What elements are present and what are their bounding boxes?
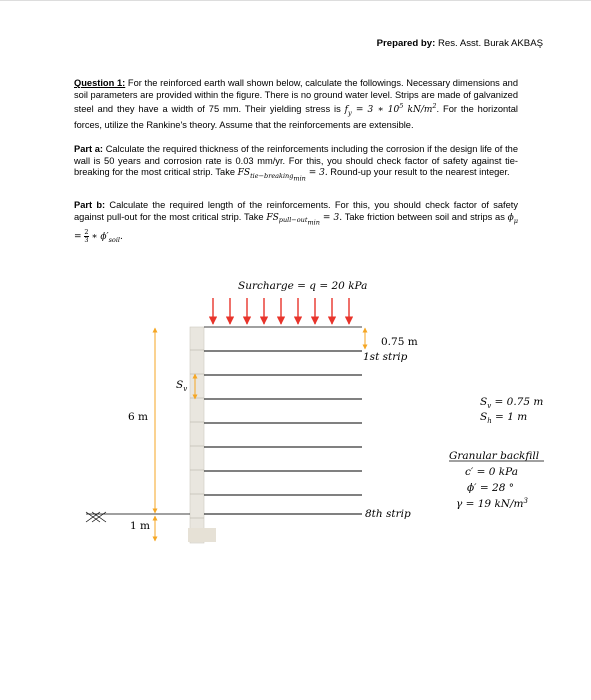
last-strip-label: 8th strip (365, 508, 411, 520)
friction-formula: $\phi_\mu$ = $\frac{2}{3}$ ∗ $\phi'_{soil}$. (74, 212, 518, 245)
reinforcement-strips (204, 351, 362, 514)
question-1-text-b: . For the horizontal forces, utilize the Rankine's theory. Assume that the reinforcements are extensible. (74, 104, 518, 130)
wall-footing (188, 528, 216, 542)
embedment-label: 1 m (130, 520, 150, 532)
part-a-text-b: Round-up your result to the nearest integer. (330, 167, 510, 178)
part-b-title: Part b: (74, 200, 106, 210)
part-a-title: Part a: (74, 144, 104, 154)
fs-tie-breaking-formula: $FS_{tie-breaking_{min}} = 3$. (237, 168, 328, 183)
page-top-border (0, 0, 591, 1)
ground-hatch-icon (86, 512, 106, 522)
part-a-text-a: Calculate the required thickness of the reinforcements including the corrosion if the design life of the wall is 50 years and corrosion rate is 0.03 mm/yr. For this, you should check factor of safety against tie-breaking for the most critical strip. Take (74, 144, 518, 178)
part-b-text-a: Calculate the required length of the reinforcements. For this, you should check factor of safety against pull-out for the most critical strip. Take (74, 200, 518, 222)
header-author: Res. Asst. Burak AKBAŞ (437, 38, 543, 49)
surcharge-arrows (213, 298, 349, 324)
sv-symbol: $S_v$ (176, 379, 188, 393)
part-b-text-b: Take friction between soil and strips as (344, 211, 505, 222)
reinforced-earth-wall-diagram (0, 260, 591, 560)
sh-value: $S_h = 1$ m (480, 411, 528, 425)
unit-weight-value: γ = 19 $kN/m^3$ (456, 497, 528, 510)
header-label: Prepared by: (376, 38, 436, 49)
part-a (74, 144, 518, 185)
yield-stress-formula: $f_y = 3$ ∗ $10^5$ $kN/m^2$ (344, 102, 437, 117)
part-b (74, 200, 518, 247)
question-1-title: Question 1: (74, 78, 126, 88)
page-header (377, 38, 543, 49)
question-1-text-a: For the reinforced earth wall shown below, calculate the followings. Necessary dimensions and soil parameters are provided within the figure. There is no ground water level. Strips are made of galvanized steel and they have a width of 75 mm. Their yielding stress is (74, 78, 519, 115)
wall-facing (190, 327, 204, 543)
friction-angle-value: ϕ′ = 28 ° (467, 482, 514, 494)
backfill-title: Granular backfill (449, 450, 540, 462)
top-spacing-label: 0.75 m (381, 336, 418, 348)
sv-value: $S_v = 0.75$ m (480, 396, 544, 410)
first-strip-label: 1st strip (363, 351, 408, 363)
wall-height-label: 6 m (128, 411, 148, 423)
cohesion-value: c′ = 0 kPa (465, 466, 518, 478)
fs-pull-out-formula: $FS_{pull-out_{min}} = 3$. (266, 212, 343, 227)
question-1 (74, 78, 518, 131)
surcharge-label: Surcharge = q = 20 kPa (238, 280, 368, 292)
